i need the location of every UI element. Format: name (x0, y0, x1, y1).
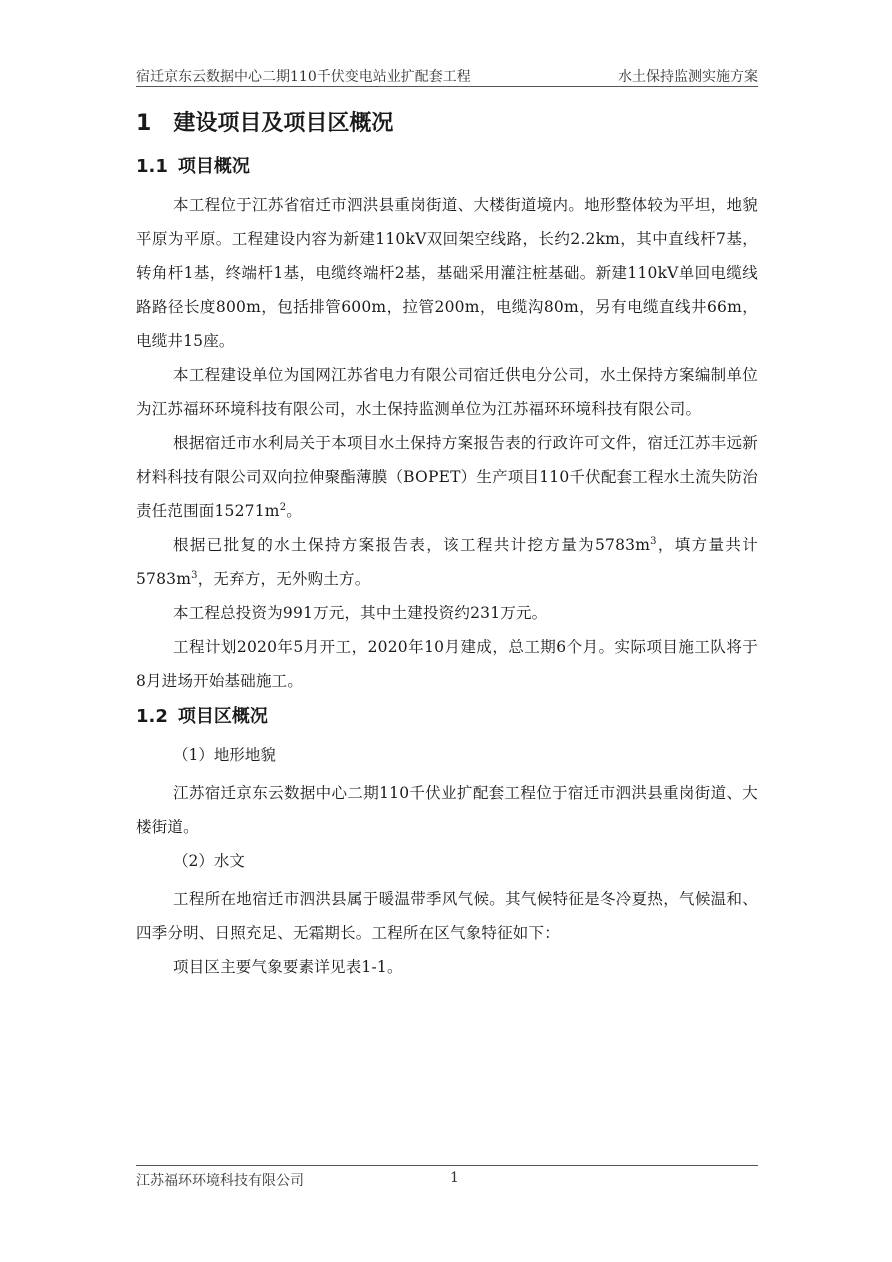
paragraph-earthwork-b: ，填方量共计5783m (136, 536, 758, 588)
paragraph-earthwork-a: 根据已批复的水土保持方案报告表，该工程共计挖方量为5783m (173, 536, 651, 554)
paragraph-table-ref: 项目区主要气象要素详见表1-1。 (173, 958, 403, 976)
superscript-3-a: 3 (650, 535, 657, 547)
paragraph-earthwork-c: ，无弃方，无外购土方。 (197, 570, 371, 588)
paragraph-terrain: 江苏宿迁京东云数据中心二期110千伏业扩配套工程位于宿迁市泗洪县重岗街道、大楼街道。 (136, 784, 758, 836)
paragraph-schedule: 工程计划2020年5月开工，2020年10月建成，总工期6个月。实际项目施工队将于8月进场开始基础施工。 (136, 638, 758, 690)
paragraph-earthwork (136, 528, 758, 596)
section-1-1-heading (136, 152, 758, 182)
header-project-title: 宿迁京东云数据中心二期110千伏变电站业扩配套工程 (136, 69, 471, 85)
section-1-heading (136, 106, 758, 142)
section-1-2-number: 1.2 (136, 706, 168, 727)
section-1-2-heading (136, 702, 758, 732)
superscript-3-b: 3 (191, 569, 198, 581)
superscript-2: 2 (279, 501, 287, 513)
header-divider (136, 86, 758, 87)
paragraph-units: 本工程建设单位为国网江苏省电力有限公司宿迁供电分公司，水土保持方案编制单位为江苏福环环境科技有限公司，水土保持监测单位为江苏福环环境科技有限公司。 (136, 366, 758, 418)
section-1-2-title: 项目区概况 (177, 706, 268, 727)
paragraph-permit-end: 。 (286, 502, 302, 520)
paragraph-investment: 本工程总投资为991万元，其中土建投资约231万元。 (173, 604, 548, 622)
paragraph-climate: 工程所在地宿迁市泗洪县属于暖温带季风气候。其气候特征是冬冷夏热，气候温和、四季分明、日照充足、无霜期长。工程所在区气象特征如下： (136, 890, 758, 942)
section-1-number: 1 (136, 111, 152, 136)
section-1-1-number: 1.1 (136, 156, 168, 177)
page-body (136, 106, 758, 984)
item-hydrology-label: （2）水文 (173, 852, 245, 870)
header-doc-title: 水土保持监测实施方案 (618, 69, 758, 85)
footer-company: 江苏福环环境科技有限公司 (136, 1173, 304, 1189)
paragraph-permit-text: 根据宿迁市水利局关于本项目水土保持方案报告表的行政许可文件，宿迁江苏丰远新材料科技有限公司双向拉伸聚酯薄膜（BOPET）生产项目110千伏配套工程水土流失防治责任范围面15271m (136, 434, 758, 520)
page-number: 1 (450, 1170, 459, 1186)
page-header (136, 64, 758, 86)
paragraph-location: 本工程位于江苏省宿迁市泗洪县重岗街道、大楼街道境内。地形整体较为平坦，地貌平原为平原。工程建设内容为新建110kV双回架空线路，长约2.2km，其中直线杆7基，转角杆1基，终端杆1基，电缆终端杆2基，基础采用灌注桩基础。新建110kV单回电缆线路路径长度800m，包括排管600m，拉管200m，电缆沟80m，另有电缆直线井66m，电缆井15座。 (136, 196, 758, 350)
page-footer (136, 1170, 758, 1190)
footer-divider (136, 1165, 758, 1166)
paragraph-permit (136, 426, 758, 528)
section-1-title: 建设项目及项目区概况 (173, 111, 394, 136)
section-1-1-title: 项目概况 (177, 156, 250, 177)
item-terrain-label: （1）地形地貌 (173, 746, 276, 764)
